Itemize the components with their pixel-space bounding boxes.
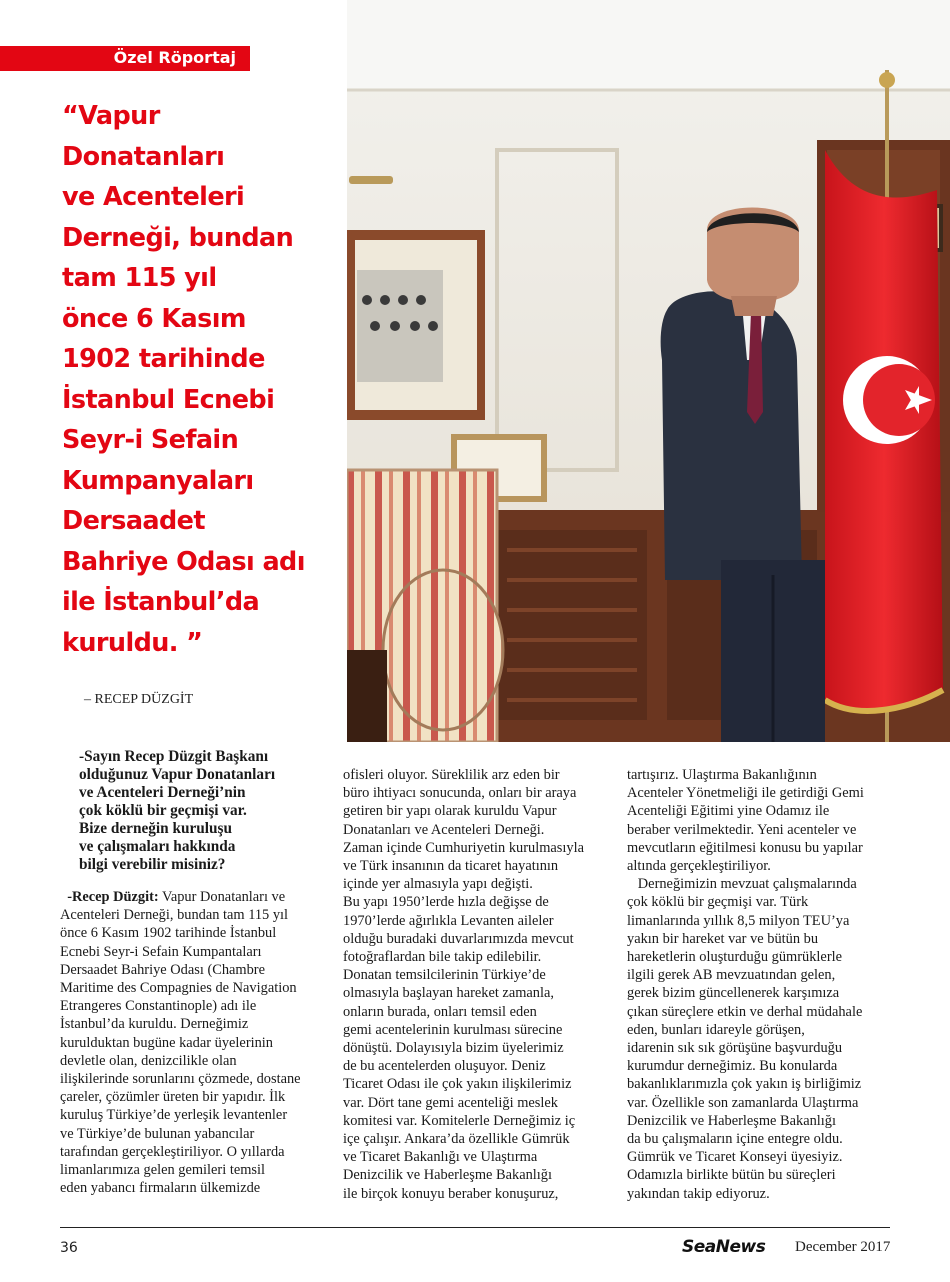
pull-quote-line: ile İstanbul’da (62, 587, 260, 617)
text-line: çok köklü bir geçmişi var. Türk (627, 894, 809, 911)
question-line: -Sayın Recep Düzgit Başkanı (79, 748, 269, 765)
text-line: içe çalışır. Ankara’da özellikle Gümrük (343, 1131, 570, 1148)
pull-quote-line: Dersaadet (62, 506, 205, 536)
text-line: altında gerçekleştiriliyor. (627, 858, 771, 875)
text-line: İstanbul’da kuruldu. Derneğimiz (60, 1016, 249, 1033)
answer-label: -Recep Düzgit: (67, 889, 159, 905)
text-line: Derneğimizin mevzuat çalışmalarında (627, 876, 857, 893)
text-line: mevcutların eğitilmesi konusu bu yapılar (627, 839, 863, 856)
text-line: çıkan süreçlere etkin ve derhal müdahale (627, 1003, 863, 1020)
text-line: ve Ticaret Bakanlığı ve Ulaştırma (343, 1149, 538, 1166)
text-line: kuruluş Türkiye’de yerleşik levantenler (60, 1107, 288, 1124)
section-tag (0, 46, 250, 71)
text-line: idarenin sık sık görüşüne başvurduğu (627, 1040, 843, 1057)
text-line: dönüştü. Dolayısıyla bizim üyelerimiz (343, 1040, 564, 1057)
text-line: ve Türk insanının da ticaret hayatının (343, 858, 559, 875)
text-line: da bu çalışmaların içine entegre oldu. (627, 1131, 843, 1148)
interview-question (60, 748, 330, 874)
pull-quote (62, 96, 352, 663)
pull-quote-line: Derneği, bundan (62, 222, 294, 253)
text-line: Ticaret Odası ile çok yakın ilişkilerimiz (343, 1076, 572, 1093)
pull-quote-line: Seyr-i Sefain (62, 425, 239, 455)
text-line: Denizcilik ve Haberleşme Bakanlığı (343, 1167, 552, 1184)
text-line: Acenteliği Eğitimi yine Odamız ile (627, 803, 830, 820)
page-number: 36 (60, 1240, 78, 1256)
text-column-2 (343, 766, 611, 1203)
text-line: komitesi var. Komitelerle Derneğimiz iç (343, 1112, 576, 1129)
text-line: eden yabancı firmaların ülkemizde (60, 1180, 261, 1197)
text-line: Acenteler Yönetmeliği ile getirdiği Gemi (627, 785, 864, 802)
text-line: Gümrük ve Ticaret Konseyi üyesiyiz. (627, 1149, 843, 1166)
text-line: Maritime des Compagnies de Navigation (60, 980, 297, 997)
quote-attribution: – RECEP DÜZGİT (84, 692, 194, 707)
portrait-photo (347, 0, 950, 742)
text-line: var. Dört tane gemi acenteliği meslek (343, 1094, 558, 1111)
text-line: içinde yer almasıyla yapı değişti. (343, 876, 533, 893)
text-column-1 (60, 748, 330, 1197)
text-line (60, 888, 330, 906)
text-line: önce 6 Kasım 1902 tarihinde İstanbul (60, 925, 277, 942)
text-line: eden, bunları idareyle görüşen, (627, 1021, 805, 1038)
pull-quote-line: İstanbul Ecnebi (62, 384, 275, 415)
text-line: kurumdur derneğimiz. Bu konularda (627, 1058, 838, 1075)
text-column-3 (627, 766, 892, 1203)
text-line: 1970’lerde ağırlıkla Levanten aileler (343, 912, 554, 929)
text-line: yakından takip ediyoruz. (627, 1185, 770, 1202)
text-line: onların burada, onları temsil eden (343, 1003, 537, 1020)
text-line: ilgili gerek AB mevzuatından gelen, (627, 967, 836, 984)
text-line: büro ihtiyacı sonucunda, onları bir araya (343, 785, 577, 802)
text-line: tartışırız. Ulaştırma Bakanlığının (627, 767, 817, 783)
text-line: beraber verilmektedir. Yeni acenteler ve (627, 821, 857, 838)
question-line: ve çalışmaları hakkında (79, 838, 236, 855)
footer-divider (60, 1227, 890, 1228)
text-line: Ecnebi Seyr-i Sefain Kumpantaları (60, 943, 262, 960)
pull-quote-line: Kumpanyaları (62, 465, 254, 496)
text-line: ile birçok konuyu beraber konuşuruz, (343, 1185, 559, 1202)
text-line: ofisleri oluyor. Süreklilik arz eden bir (343, 767, 560, 783)
text-line: Donatan temsilcilerinin Türkiye’de (343, 967, 546, 984)
text-line: Etrangeres Constantinople) adı ile (60, 998, 257, 1015)
text-line: gemi acentelerinin kurulması sürecine (343, 1021, 563, 1038)
text-line-rest: Vapur Donatanları ve (158, 889, 286, 905)
question-line: olduğunuz Vapur Donatanları (79, 766, 276, 783)
pull-quote-line: tam 115 yıl (62, 263, 217, 293)
text-line: yakın bir hareket var ve bütün bu (627, 930, 819, 947)
pull-quote-line: Bahriye Odası adı (62, 546, 305, 577)
text-line: bakanlıklarımızla çok yakın iş birliğimiz (627, 1076, 862, 1093)
text-line: olduğu buradaki duvarlarımızda mevcut (343, 930, 574, 947)
interview-answer (60, 888, 330, 1197)
question-line: bilgi verebilir misiniz? (79, 856, 226, 873)
text-line: Odamızla birlikte bütün bu süreçleri (627, 1167, 836, 1184)
issue-date: December 2017 (795, 1239, 891, 1255)
section-tag-label: Özel Röportaj (113, 48, 236, 67)
text-line: ve Türkiye’de bulunan yabancılar (60, 1125, 255, 1142)
pull-quote-line: önce 6 Kasım (62, 303, 246, 334)
magazine-logo: SeaNews (682, 1237, 766, 1257)
text-line: Dersaadet Bahriye Odası (Chambre (60, 961, 265, 978)
text-line: çareler, çözümler üreten bir yapıdır. İlk (60, 1089, 286, 1106)
text-line: Donatanları ve Acenteleri Derneği. (343, 821, 545, 838)
text-line: Denizcilik ve Haberleşme Bakanlığı (627, 1112, 836, 1129)
pull-quote-line: kuruldu. ” (62, 627, 203, 658)
pull-quote-line: 1902 tarihinde (62, 344, 265, 374)
question-line: çok köklü bir geçmişi var. (79, 802, 247, 819)
text-line: Bu yapı 1950’lerde hızla değişse de (343, 894, 549, 911)
text-line: getiren bir yapı olarak kuruldu Vapur (343, 803, 557, 820)
question-line: ve Acenteleri Derneği’nin (79, 784, 246, 801)
text-line: Zaman içinde Cumhuriyetin kurulmasıyla (343, 839, 584, 856)
text-line: var. Özellikle son zamanlarda Ulaştırma (627, 1094, 859, 1111)
question-line: Bize derneğin kuruluşu (79, 820, 232, 837)
text-line: Acenteleri Derneği, bundan tam 115 yıl (60, 907, 289, 924)
text-line: fotoğraflardan bile takip edilebilir. (343, 949, 542, 966)
text-line: ilişkilerinde sorunlarını çözmede, dostane (60, 1071, 301, 1088)
text-line: limanlarında yıllık 8,5 milyon TEU’ya (627, 912, 850, 929)
pull-quote-line: “Vapur (62, 101, 160, 131)
text-line: gerek bizim güncellenerek karşımıza (627, 985, 840, 1002)
portrait-photo-illustration (347, 0, 950, 742)
text-line: olmasıyla başlayan hareket zamanla, (343, 985, 554, 1002)
text-line: devletle olan, denizcilikle olan (60, 1052, 237, 1069)
text-line: de bu acentelerden oluşuyor. Deniz (343, 1058, 546, 1075)
pull-quote-line: ve Acenteleri (62, 182, 245, 212)
text-line: limanlarımıza gelen gemileri temsil (60, 1162, 265, 1179)
text-line: kurulduktan bugüne kadar üyelerinin (60, 1034, 273, 1051)
pull-quote-line: Donatanları (62, 141, 225, 172)
text-line: hareketlerin oluşturduğu gümrüklerle (627, 949, 842, 966)
text-line: tarafından gerçekleştiriliyor. O yıllarda (60, 1143, 285, 1160)
